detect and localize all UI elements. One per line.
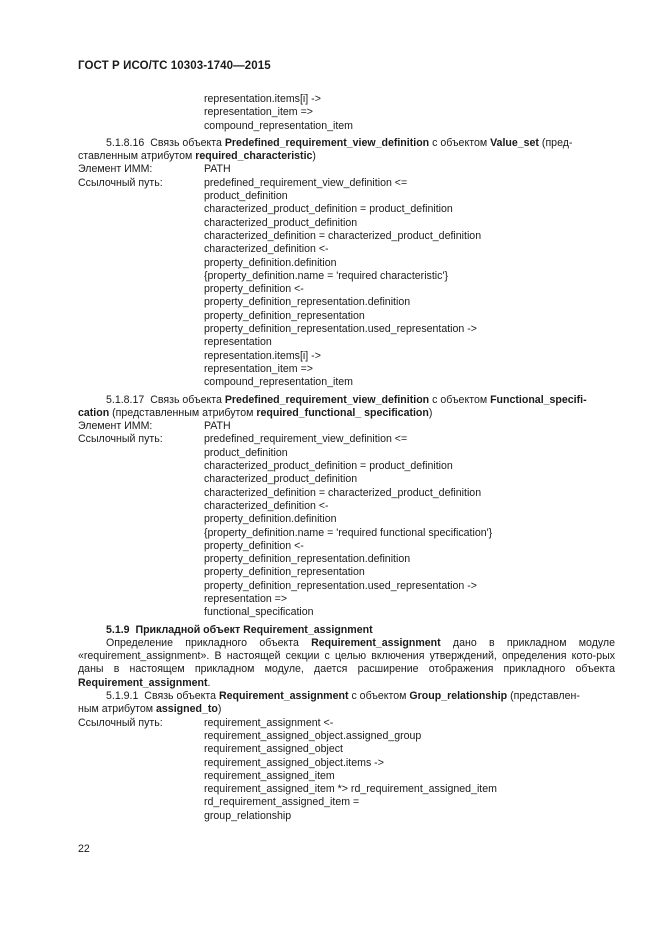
path-line: group_relationship: [204, 809, 292, 822]
entity-name: cation: [78, 406, 110, 419]
path-line: {property_definition.name = 'required functional specification'}: [204, 526, 493, 539]
path-line: compound_representation_item: [204, 376, 353, 389]
element-imm-row: [78, 163, 615, 176]
path-line: requirement_assigned_object: [204, 743, 343, 756]
path-line: property_definition_representation.definition: [204, 553, 411, 566]
path-line: characterized_product_definition = product_definition: [204, 203, 453, 216]
top-path-block: [78, 93, 615, 133]
path-line: characterized_definition = characterized_product_definition: [204, 486, 482, 499]
reference-path-label: Ссылочный путь:: [78, 716, 163, 729]
paragraph-text: .: [207, 676, 211, 689]
paragraph-text: Определение прикладного объекта: [106, 636, 299, 649]
page-number: 22: [78, 843, 90, 855]
document-body: [78, 93, 615, 823]
entity-name: Functional_specifi-: [490, 393, 587, 406]
path-line: representation =>: [204, 592, 288, 605]
section-5-1-9-1-heading: [78, 690, 615, 703]
path-line: representation_item =>: [204, 106, 313, 119]
section-number: 5.1.8.17: [106, 393, 145, 406]
element-imm-value: PATH: [204, 163, 231, 176]
path-line: rd_requirement_assigned_item =: [204, 796, 360, 809]
section-title: Прикладной объект Requirement_assignment: [135, 623, 373, 636]
attribute-name: required_characteristic: [195, 150, 313, 163]
section-heading-cont: [78, 407, 615, 420]
path-line: representation: [204, 336, 272, 349]
heading-text: с объектом: [432, 393, 488, 406]
heading-text: с объектом: [432, 136, 488, 149]
path-line: characterized_definition <-: [204, 499, 329, 512]
section-number: 5.1.9.1: [106, 690, 139, 703]
path-line: property_definition_representation: [204, 566, 365, 579]
path-line: representation.items[i] ->: [204, 349, 321, 362]
path-line: characterized_definition = characterized_product_definition: [204, 229, 482, 242]
path-line: property_definition <-: [204, 283, 304, 296]
heading-text: ): [428, 406, 433, 419]
heading-text: Связь объекта: [150, 393, 222, 406]
path-line: requirement_assigned_item *> rd_requirement_assigned_item: [204, 783, 497, 796]
element-imm-label: Элемент ИММ:: [78, 163, 153, 176]
element-imm-label: Элемент ИММ:: [78, 420, 153, 433]
entity-name: Value_set: [490, 136, 539, 149]
heading-text: ): [217, 703, 222, 716]
section-number: 5.1.9: [106, 623, 130, 636]
section-5-1-9-paragraph: [78, 637, 615, 690]
path-line: compound_representation_item: [204, 119, 353, 132]
path-line: representation_item =>: [204, 362, 313, 375]
path-line: property_definition_representation.used_representation ->: [204, 323, 477, 336]
path-line: requirement_assigned_object.assigned_group: [204, 729, 422, 742]
path-line: property_definition_representation: [204, 309, 365, 322]
path-line: characterized_product_definition: [204, 216, 358, 229]
element-imm-row: [78, 420, 615, 433]
path-line: predefined_requirement_view_definition <=: [204, 176, 408, 189]
reference-path-row: [78, 433, 615, 446]
path-line: property_definition_representation.used_representation ->: [204, 579, 477, 592]
path-line: product_definition: [204, 190, 288, 203]
heading-text: (пред-: [541, 136, 573, 149]
heading-text: Связь объекта: [144, 690, 217, 703]
heading-text: Связь объекта: [150, 136, 222, 149]
path-line: {property_definition.name = 'required characteristic'}: [204, 269, 449, 282]
heading-text: ным атрибутом: [78, 703, 154, 716]
path-line: functional_specification: [204, 606, 314, 619]
heading-text: (представлен-: [510, 690, 580, 703]
entity-name: Requirement_assignment: [311, 636, 441, 649]
path-line: requirement_assigned_item: [204, 769, 335, 782]
reference-path-label: Ссылочный путь:: [78, 176, 163, 189]
reference-path-label: Ссылочный путь:: [78, 433, 163, 446]
path-line: characterized_product_definition = product_definition: [204, 460, 453, 473]
path-line: property_definition_representation.definition: [204, 296, 411, 309]
path-line: characterized_product_definition: [204, 473, 358, 486]
heading-text: ): [312, 150, 316, 163]
section-heading-cont: [78, 150, 615, 163]
heading-text: ставленным атрибутом: [78, 150, 193, 163]
entity-name: Requirement_assignment: [78, 676, 208, 689]
entity-name: Requirement_assignment: [218, 690, 349, 703]
path-line: requirement_assignment <-: [204, 716, 334, 729]
path-line: property_definition.definition: [204, 513, 337, 526]
reference-path-row: [78, 177, 615, 190]
entity-name: Group_relationship: [409, 690, 508, 703]
section-5-1-8-16-heading: [78, 137, 615, 150]
attribute-name: assigned_to: [156, 703, 218, 716]
element-imm-value: PATH: [204, 420, 231, 433]
path-line: product_definition: [204, 446, 288, 459]
section-heading-cont: [78, 703, 615, 716]
heading-text: (представленным атрибутом: [112, 406, 254, 419]
path-line: predefined_requirement_view_definition <=: [204, 433, 408, 446]
section-5-1-9-heading: [78, 624, 615, 637]
path-line: property_definition <-: [204, 539, 304, 552]
path-line: property_definition.definition: [204, 256, 337, 269]
path-line: requirement_assigned_object.items ->: [204, 756, 384, 769]
path-line: representation.items[i] ->: [204, 93, 321, 105]
paragraph-text: дано в прикладном модуле «requirement_assignment». В настоящей секции с целью включения утверждений, определения кото-рых даны в настоящем прикладном модуле, дается расширение отображения прикладного объекта: [78, 636, 616, 676]
entity-name: Predefined_requirement_view_definition: [224, 393, 430, 406]
heading-text: с объектом: [351, 690, 407, 703]
path-line: characterized_definition <-: [204, 243, 329, 256]
section-number: 5.1.8.16: [106, 136, 145, 149]
section-5-1-8-17-heading: [78, 394, 615, 407]
attribute-name: required_functional_ specification: [256, 406, 429, 419]
document-header: ГОСТ Р ИСО/ТС 10303-1740—2015: [78, 60, 271, 72]
entity-name: Predefined_requirement_view_definition: [224, 136, 430, 149]
reference-path-row: [78, 717, 615, 730]
